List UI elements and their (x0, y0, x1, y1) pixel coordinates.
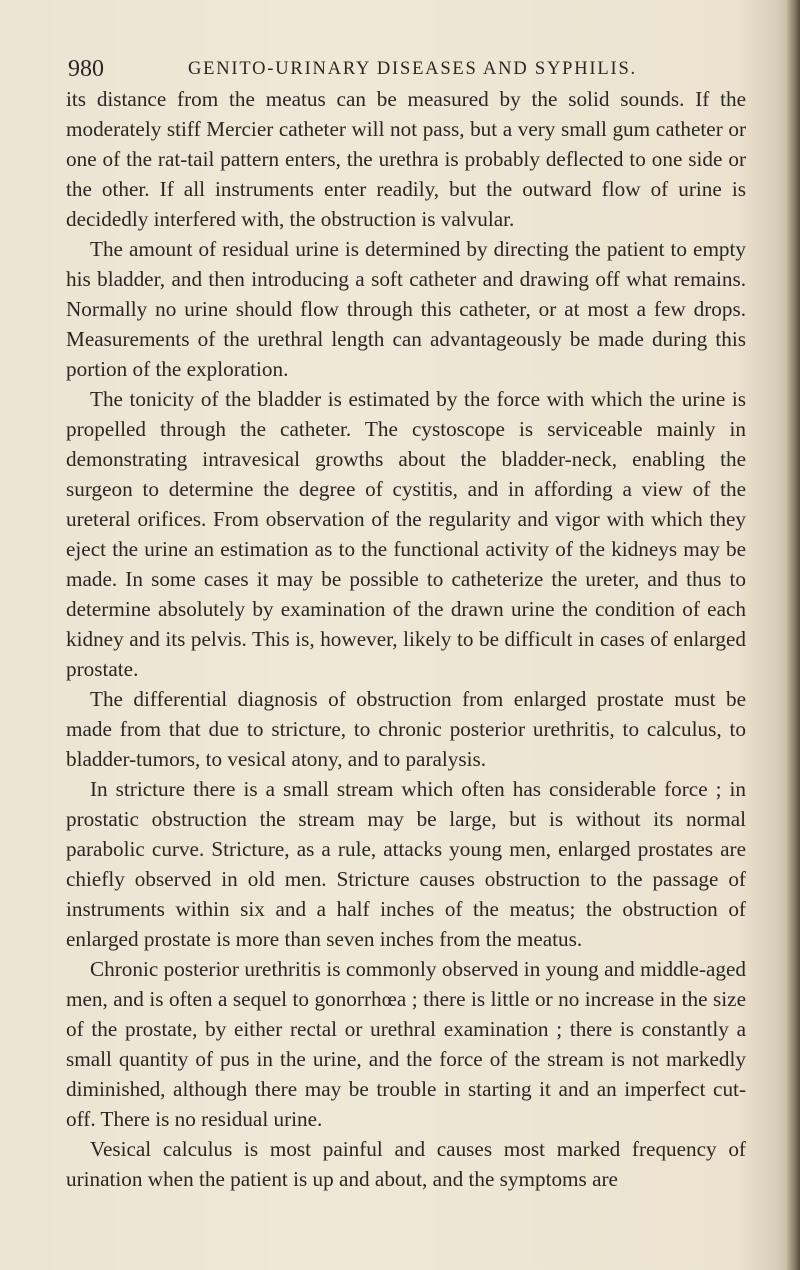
paragraph-2: The amount of residual urine is determined by directing the patient to empty his bladder, and then introducing a soft catheter and drawing off what remains. Normally no urine should flow through this catheter, or at most a few drops. Measurements of the urethral length can advantageously be made during this portion of the exploration. (66, 237, 746, 381)
paragraph-6: Chronic posterior urethritis is commonly observed in young and middle-aged men, and is often a sequel to gonorrhœa ; there is little or no increase in the size of the prostate, by either rectal or urethral examination ; there is constantly a small quantity of pus in the urine, and the force of the stream is not markedly diminished, although there may be trouble in starting it and an imperfect cut-off. There is no residual urine. (66, 957, 746, 1131)
body-text (66, 84, 746, 1194)
paragraph-7: Vesical calculus is most painful and causes most marked frequency of urination when the patient is up and about, and the symptoms are (66, 1137, 746, 1191)
page-number: 980 (68, 56, 104, 82)
paragraph-3: The tonicity of the bladder is estimated by the force with which the urine is propelled through the catheter. The cystoscope is serviceable mainly in demonstrating intravesical growths about the bladder-neck, enabling the surgeon to determine the degree of cystitis, and in affording a view of the ureteral orifices. From observation of the regularity and vigor with which they eject the urine an estimation as to the functional activity of the kidneys may be made. In some cases it may be possible to catheterize the ureter, and thus to determine absolutely by examination of the drawn urine the condition of each kidney and its pelvis. This is, however, likely to be difficult in cases of enlarged prostate. (66, 387, 746, 681)
page-edge-shadow (786, 0, 800, 1270)
paragraph-1: its distance from the meatus can be measured by the solid sounds. If the moderately stiff Mercier catheter will not pass, but a very small gum catheter or one of the rat-tail pattern enters, the urethra is probably deflected to one side or the other. If all instruments enter readily, but the outward flow of urine is decidedly interfered with, the obstruction is valvular. (66, 87, 746, 231)
running-head (68, 56, 768, 86)
paragraph-5: In stricture there is a small stream which often has considerable force ; in prostatic obstruction the stream may be large, but is without its normal parabolic curve. Stricture, as a rule, attacks young men, enlarged prostates are chiefly observed in old men. Stricture causes obstruction to the passage of instruments within six and a half inches of the meatus; the obstruction of enlarged prostate is more than seven inches from the meatus. (66, 777, 746, 951)
running-title: GENITO-URINARY DISEASES AND SYPHILIS. (188, 59, 637, 79)
paragraph-4: The differential diagnosis of obstruction from enlarged prostate must be made from that due to stricture, to chronic posterior urethritis, to calculus, to bladder-tumors, to vesical atony, and to paralysis. (66, 687, 746, 771)
